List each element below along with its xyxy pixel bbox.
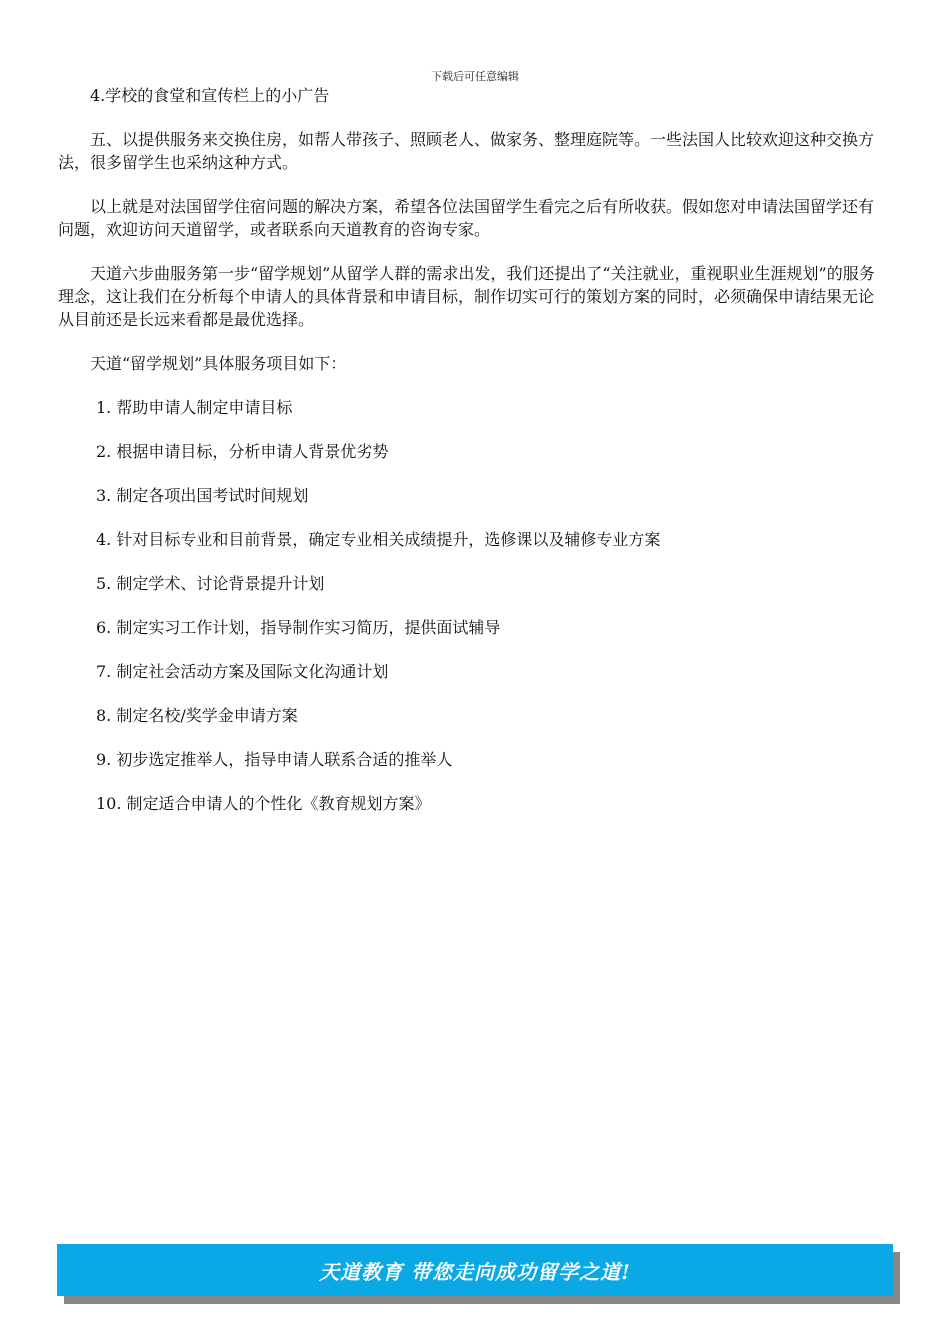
list-item: 7. 制定社会活动方案及国际文化沟通计划 [96, 662, 389, 681]
list-item: 2. 根据申请目标，分析申请人背景优劣势 [96, 442, 389, 461]
paragraph-item-4: 4.学校的食堂和宣传栏上的小广告 [90, 86, 330, 105]
list-item: 3. 制定各项出国考试时间规划 [96, 486, 309, 505]
list-item: 4. 针对目标专业和目前背景，确定专业相关成绩提升，选修课以及辅修专业方案 [96, 530, 661, 549]
paragraph-summary: 以上就是对法国留学住宿问题的解决方案，希望各位法国留学生看完之后有所收获。假如您对申请法国留学还有问题，欢迎访问天道留学，或者联系向天道教育的咨询专家。 [58, 197, 875, 239]
footer-slogan: 天道教育 带您走向成功留学之道! [319, 1259, 631, 1284]
list-item: 8. 制定名校/奖学金申请方案 [96, 706, 298, 725]
paragraph-six-steps: 天道六步曲服务第一步“留学规划”从留学人群的需求出发，我们还提出了“关注就业，重视职业生涯规划”的服务理念，这让我们在分析每个申请人的具体背景和申请目标，制作切实可行的策划方案的同时，必须确保申请结果无论从目前还是长远来看都是最优选择。 [58, 264, 875, 329]
paragraph-services-intro: 天道“留学规划”具体服务项目如下： [90, 354, 347, 373]
list-item: 1. 帮助申请人制定申请目标 [96, 398, 293, 417]
services-list [58, 396, 884, 815]
list-item: 10. 制定适合申请人的个性化《教育规划方案》 [96, 794, 431, 813]
list-item: 5. 制定学术、讨论背景提升计划 [96, 574, 325, 593]
list-item: 9. 初步选定推举人，指导申请人联系合适的推举人 [96, 750, 453, 769]
footer-banner [57, 1244, 893, 1296]
paragraph-exchange-housing: 五、以提供服务来交换住房，如帮人带孩子、照顾老人、做家务、整理庭院等。一些法国人比较欢迎这种交换方法，很多留学生也采纳这种方式。 [58, 130, 875, 172]
list-item: 6. 制定实习工作计划，指导制作实习简历，提供面试辅导 [96, 618, 501, 637]
header-note: 下载后可任意编辑 [431, 70, 519, 83]
document-body [58, 84, 884, 836]
